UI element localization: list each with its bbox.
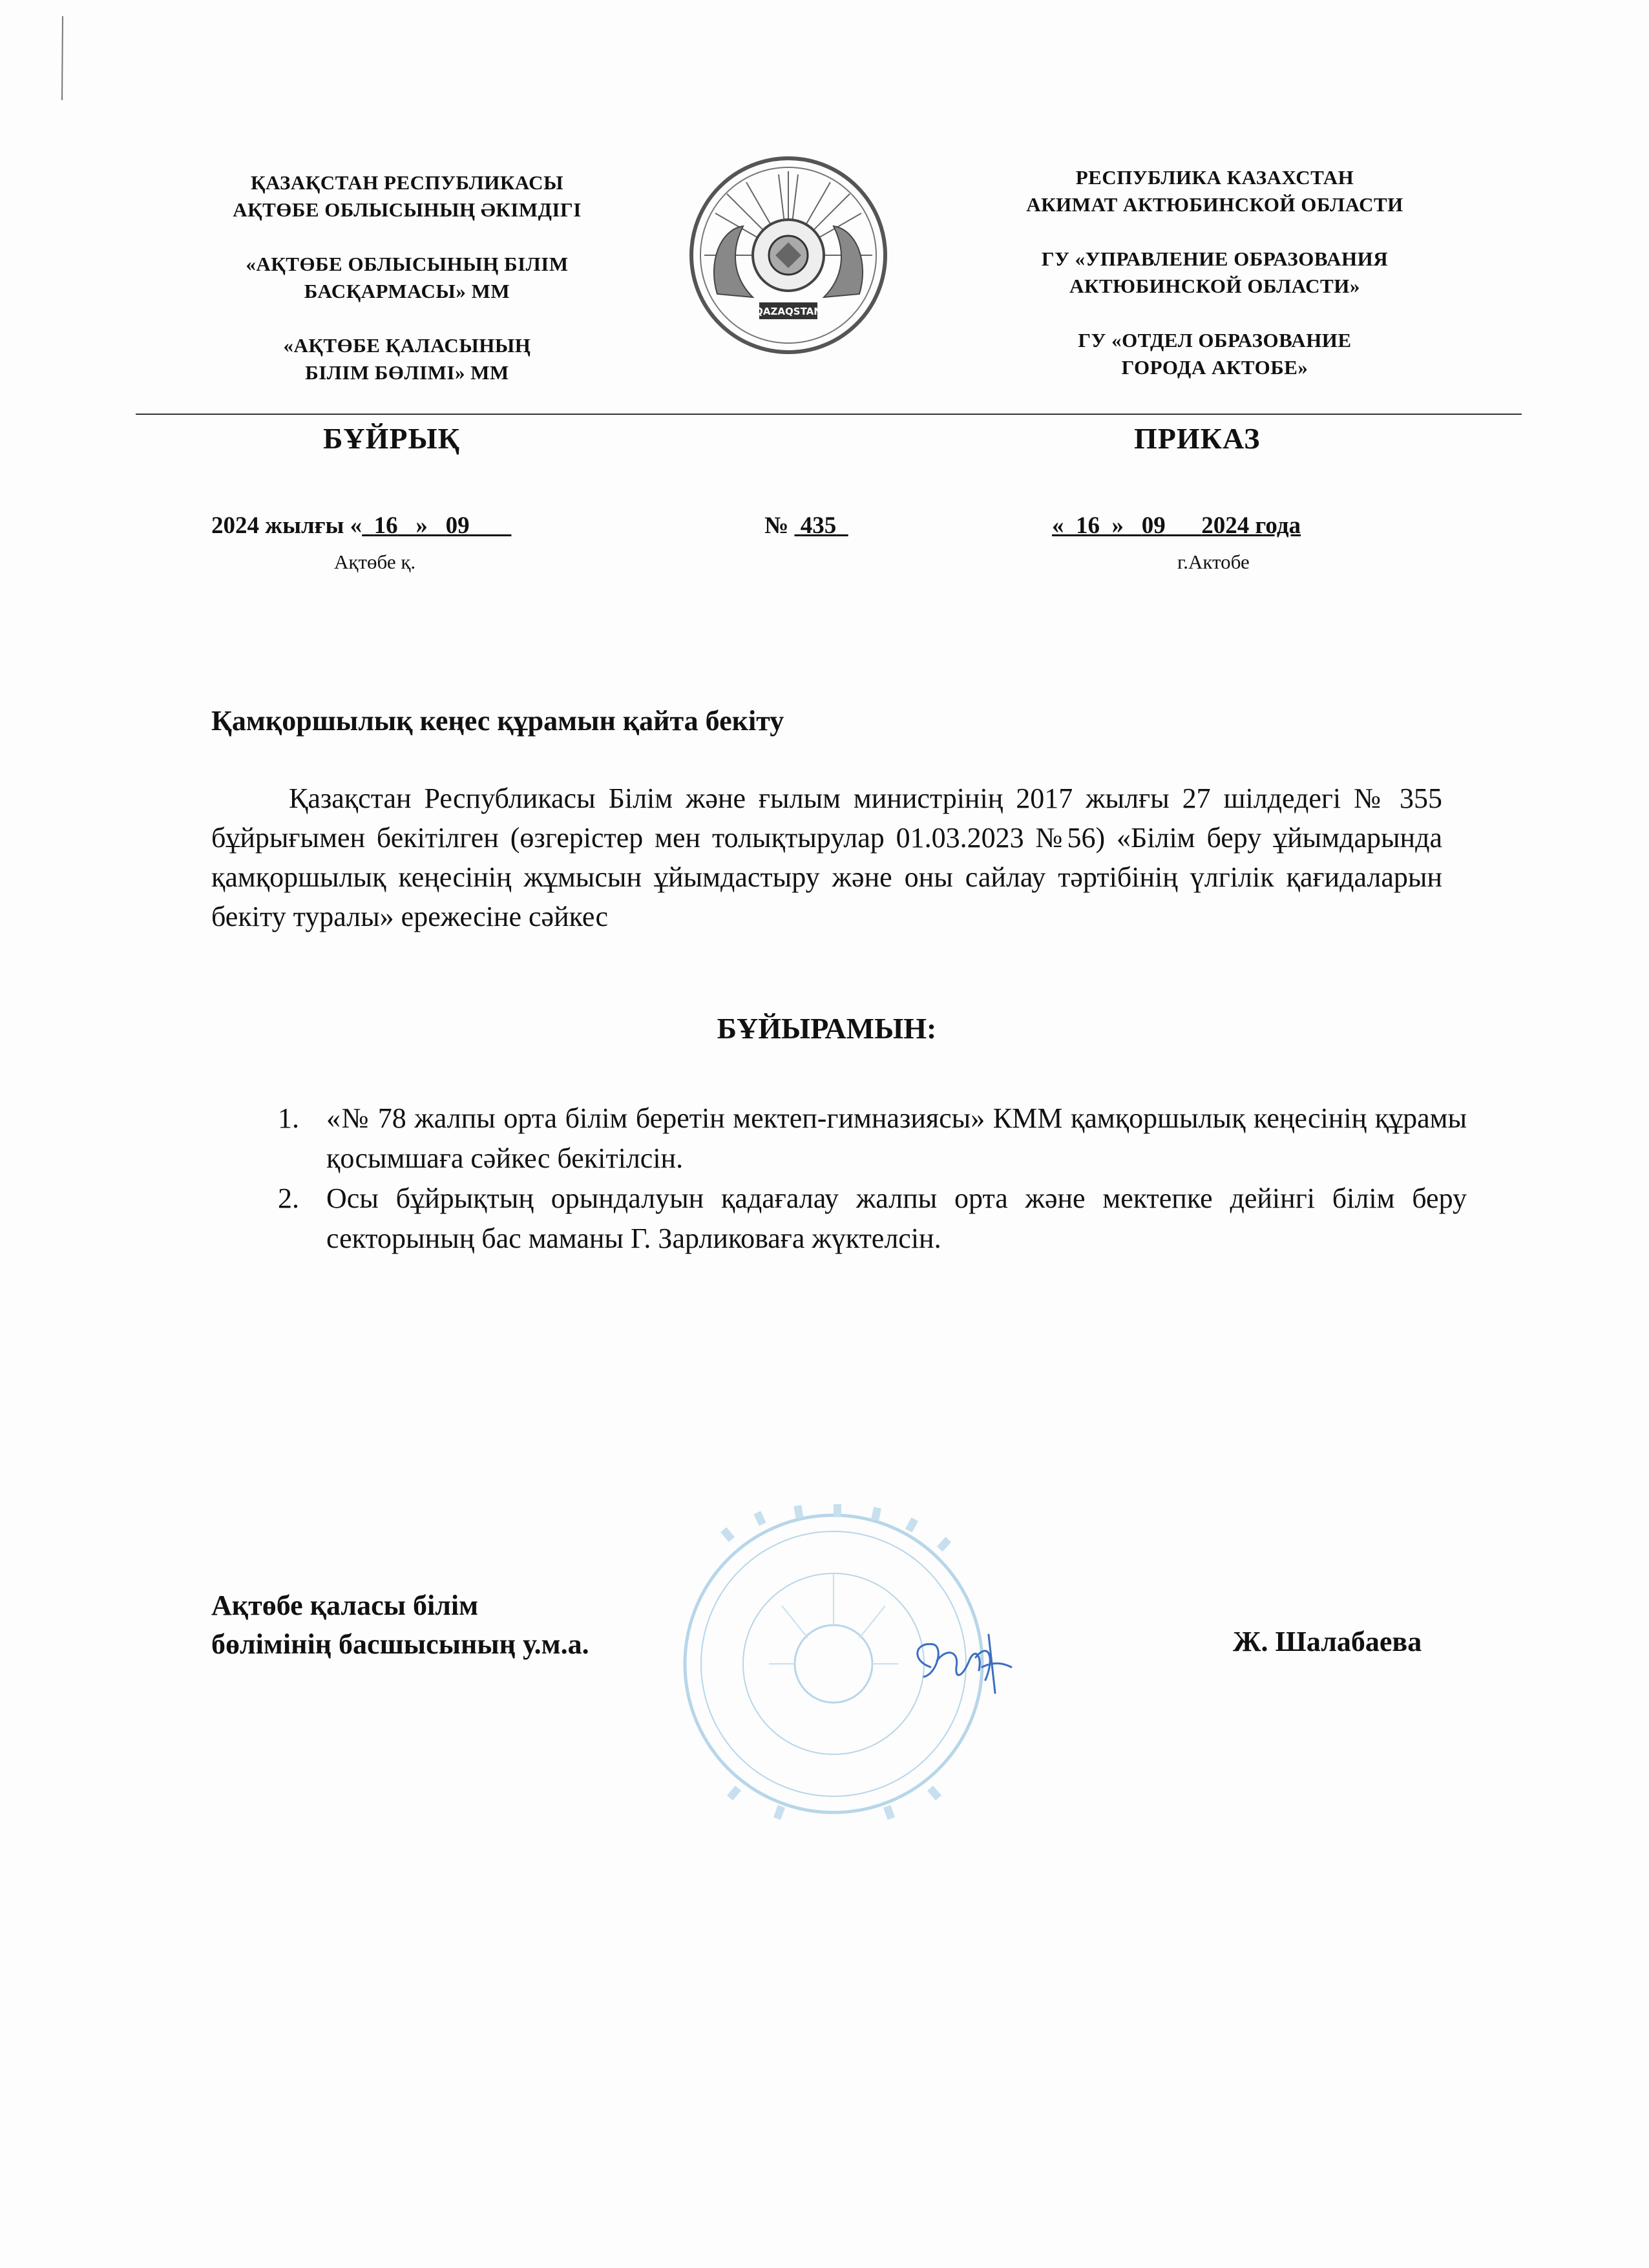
date-ru: « 16 » 09 2024 года xyxy=(1052,512,1301,539)
city-ru: г.Актобе xyxy=(1177,551,1250,573)
state-emblem-icon xyxy=(682,155,895,355)
header-right-line: ГОРОДА АКТОБЕ» xyxy=(1121,356,1308,379)
signatory-title xyxy=(211,1586,589,1664)
header-left xyxy=(162,169,653,386)
item-number: 1. xyxy=(278,1102,299,1134)
doc-title-ru: ПРИКАЗ xyxy=(1134,422,1261,455)
order-items xyxy=(278,1098,1467,1259)
item-text: «№ 78 жалпы орта білім беретін мектеп-гимназиясы» КММ қамқоршылық кеңесінің құрамы қосымшаға сәйкес бекітілсін. xyxy=(326,1102,1467,1174)
header-left-line: БІЛІМ БӨЛІМІ» ММ xyxy=(305,361,509,384)
emblem-text: QAZAQSTAN xyxy=(755,306,822,317)
header-right-line: ГУ «ОТДЕЛ ОБРАЗОВАНИЕ xyxy=(1078,329,1352,352)
header-right-line: АКИМАТ АКТЮБИНСКОЙ ОБЛАСТИ xyxy=(1026,193,1403,216)
header-left-line: «АҚТӨБЕ ОБЛЫСЫНЫҢ БІЛІМ xyxy=(246,253,569,275)
header-right-line: АКТЮБИНСКОЙ ОБЛАСТИ» xyxy=(1069,275,1360,297)
signature-icon xyxy=(898,1622,1014,1699)
order-number: № 435 xyxy=(764,512,837,539)
signatory-name: Ж. Шалабаева xyxy=(1233,1626,1422,1657)
signatory-line: Ақтөбе қаласы білім xyxy=(211,1590,479,1621)
header-left-line: БАСҚАРМАСЫ» ММ xyxy=(304,280,510,302)
doc-title-kz: БҰЙРЫҚ xyxy=(323,422,461,455)
header-left-line: ҚАЗАҚСТАН РЕСПУБЛИКАСЫ xyxy=(250,171,564,194)
header-right-line: ГУ «УПРАВЛЕНИЕ ОБРАЗОВАНИЯ xyxy=(1041,247,1389,270)
header-right-line: РЕСПУБЛИКА КАЗАХСТАН xyxy=(1075,166,1354,189)
order-subject: Қамқоршылық кеңес құрамын қайта бекіту xyxy=(211,705,784,737)
date-kz: 2024 жылғы « 16 » 09 xyxy=(211,512,470,539)
list-item xyxy=(278,1179,1467,1259)
header-right xyxy=(956,164,1473,381)
body-paragraph: Қазақстан Республикасы Білім және ғылым министрінің 2017 жылғы 27 шілдедегі № 355 бұйрығымен бекітілген (өзгерістер мен толықтырулар 01.03.2023 №56) «Білім беру ұйымдарында қамқоршылық кеңесінің жұмысын ұйымдастыру және оны сайлау тәртібінің үлгілік қағидаларын бекіту туралы» ережесіне сәйкес xyxy=(211,782,1442,932)
list-item xyxy=(278,1098,1467,1179)
city-kz: Ақтөбе қ. xyxy=(334,551,416,573)
header-left-line: «АҚТӨБЕ ҚАЛАСЫНЫҢ xyxy=(283,334,531,357)
item-text: Осы бұйрықтың орындалуын қадағалау жалпы орта және мектепке дейінгі білім беру секторының бас маманы Г. Зарликоваға жүктелсін. xyxy=(326,1182,1467,1254)
margin-mark xyxy=(59,16,66,100)
header-divider xyxy=(136,414,1522,415)
signatory-line: бөлімінің басшысының у.м.а. xyxy=(211,1628,589,1660)
header-left-line: АҚТӨБЕ ОБЛЫСЫНЫҢ ӘКІМДІГІ xyxy=(233,198,582,221)
order-body xyxy=(211,779,1442,936)
order-directive: БҰЙЫРАМЫН: xyxy=(717,1012,937,1045)
item-number: 2. xyxy=(278,1182,299,1214)
